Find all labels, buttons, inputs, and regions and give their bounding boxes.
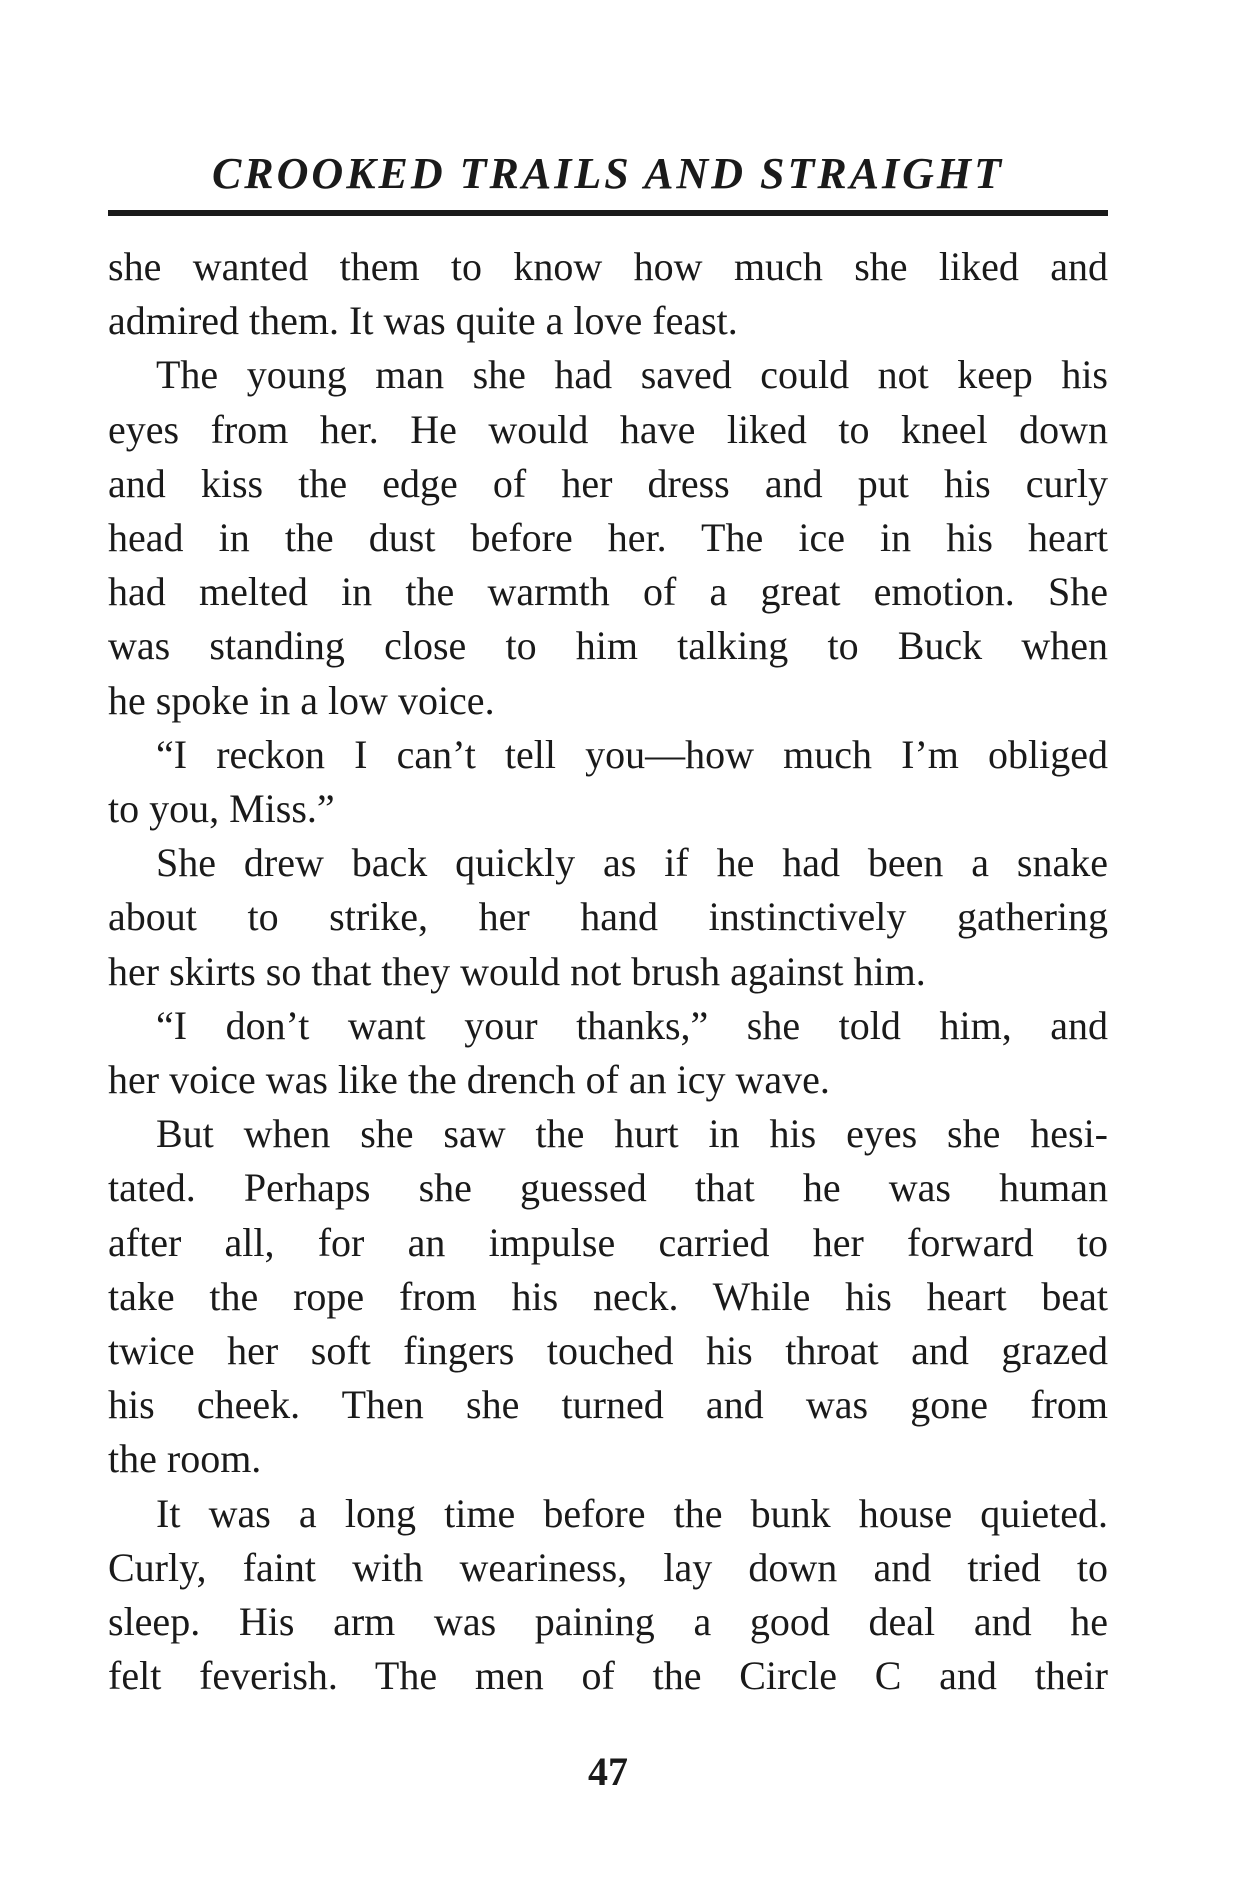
text-line: tated. Perhaps she guessed that he was human	[108, 1165, 1108, 1211]
text-line: She drew back quickly as if he had been a snake	[156, 840, 1108, 886]
text-line: head in the dust before her. The ice in his heart	[108, 515, 1108, 561]
text-line: But when she saw the hurt in his eyes she hesi-	[156, 1111, 1108, 1157]
text-line: and kiss the edge of her dress and put his curly	[108, 460, 1108, 506]
running-head: CROOKED TRAILS AND STRAIGHT	[211, 149, 1005, 198]
text-line: about to strike, her hand instinctively gathering	[108, 894, 1108, 940]
text-line: eyes from her. He would have liked to kneel down	[108, 406, 1108, 452]
text-line: sleep. His arm was paining a good deal and he	[108, 1599, 1108, 1645]
text-line: admired them. It was quite a love feast.	[108, 298, 738, 344]
text-line: felt feverish. The men of the Circle C and their	[108, 1653, 1108, 1699]
text-line: It was a long time before the bunk house quieted.	[156, 1490, 1108, 1536]
text-line: twice her soft fingers touched his throat and grazed	[108, 1328, 1108, 1374]
text-line: was standing close to him talking to Buck when	[108, 623, 1108, 669]
text-line: her skirts so that they would not brush against him.	[108, 948, 926, 994]
text-line: “I reckon I can’t tell you—how much I’m obliged	[156, 731, 1108, 777]
text-line: he spoke in a low voice.	[108, 677, 495, 723]
text-line: she wanted them to know how much she liked and	[108, 244, 1108, 289]
body-text	[108, 240, 1108, 1703]
text-line: to you, Miss.”	[108, 786, 335, 832]
text-line: his cheek. Then she turned and was gone from	[108, 1382, 1108, 1428]
text-line: the room.	[108, 1436, 262, 1482]
text-line: Curly, faint with weariness, lay down and tried to	[108, 1544, 1108, 1590]
text-line: her voice was like the drench of an icy wave.	[108, 1057, 830, 1103]
text-line: take the rope from his neck. While his heart beat	[108, 1273, 1108, 1319]
header-rule	[108, 210, 1108, 216]
text-line: The young man she had saved could not keep his	[156, 352, 1108, 398]
text-line: had melted in the warmth of a great emotion. She	[108, 569, 1108, 615]
text-line: after all, for an impulse carried her forward to	[108, 1219, 1108, 1265]
text-line: “I don’t want your thanks,” she told him, and	[156, 1002, 1108, 1048]
page-number: 47	[588, 1749, 628, 1794]
